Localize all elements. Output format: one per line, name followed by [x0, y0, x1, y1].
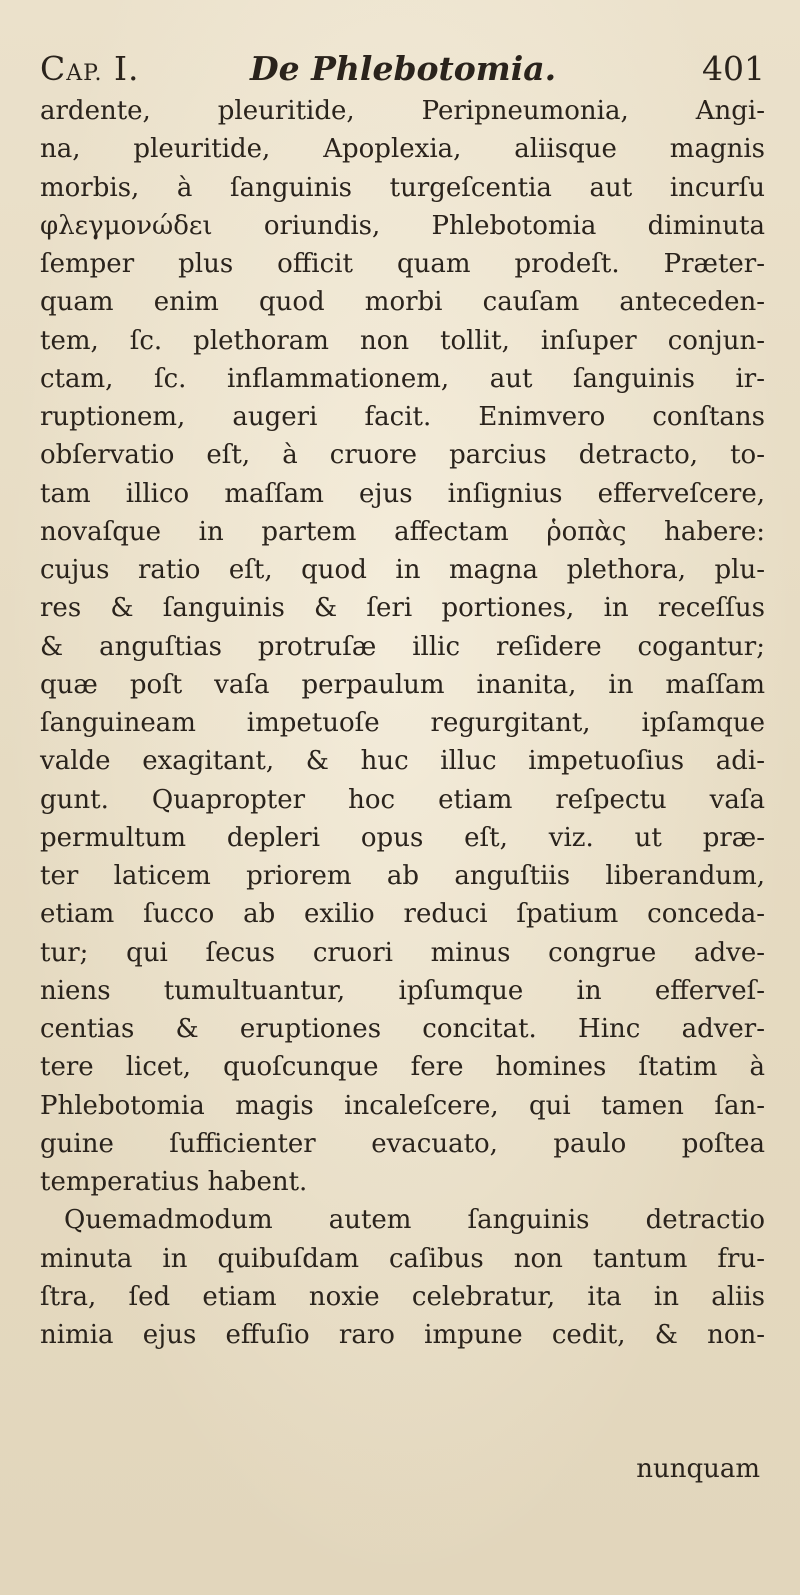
running-title: De Phlebotomia.: [250, 49, 557, 88]
text-line: tem, ſc. plethoram non tollit, inſuper conjun-: [40, 325, 765, 356]
text-line: gunt. Quapropter hoc etiam reſpectu vaſa: [40, 784, 765, 815]
text-line: ſtra, ſed etiam noxie celebratur, ita in aliis: [40, 1281, 765, 1312]
text-line: φλεγμονώδει oriundis, Phlebotomia diminuta: [40, 210, 765, 241]
text-line: ſemper plus officit quam prodeſt. Præter-: [40, 249, 765, 279]
text-line: ctam, ſc. inflammationem, aut ſanguinis ir-: [40, 363, 765, 394]
text-line: niens tumultuantur, ipſumque in efferveſ-: [40, 975, 765, 1006]
text-line: na, pleuritide, Apoplexia, aliisque magnis: [40, 134, 765, 165]
text-line: etiam ſucco ab exilio reduci ſpatium conceda-: [40, 899, 765, 930]
paragraph-start-line: Quemadmodum autem ſanguinis detractio: [64, 1205, 765, 1236]
text-line: quam enim quod morbi cauſam anteceden-: [40, 287, 765, 318]
paragraph-end-line: temperatius habent.: [40, 1167, 308, 1197]
catchword: nunquam: [636, 1454, 760, 1484]
text-line: nimia ejus effuſio raro impune cedit, & non-: [40, 1320, 765, 1350]
text-line: ter laticem priorem ab anguſtiis liberandum,: [40, 861, 765, 891]
text-line: guine ſufficienter evacuato, paulo poſtea: [40, 1128, 765, 1159]
text-line: centias & eruptiones concitat. Hinc adver-: [40, 1014, 765, 1044]
text-line: quæ poſt vaſa perpaulum inanita, in maſſam: [40, 669, 765, 700]
body-text: [40, 92, 765, 1354]
text-line: ardente, pleuritide, Peripneumonia, Angi-: [40, 96, 765, 126]
text-line: & anguſtias protruſæ illic reſidere cogantur;: [40, 631, 765, 662]
text-line: tam illico maſſam ejus inſignius efferveſcere,: [40, 478, 765, 509]
chapter-number: I.: [113, 49, 140, 88]
running-header: [40, 42, 765, 96]
text-line: ruptionem, augeri facit. Enimvero conſtans: [40, 402, 765, 432]
text-line: cujus ratio eſt, quod in magna plethora, plu-: [40, 555, 765, 585]
text-line: morbis, à ſanguinis turgeſcentia aut incurſu: [40, 172, 765, 203]
text-line: tere licet, quoſcunque fere homines ſtatim à: [40, 1052, 765, 1083]
text-line: Phlebotomia magis incaleſcere, qui tamen ſan-: [40, 1090, 765, 1121]
text-line: ſanguineam impetuoſe regurgitant, ipſamque: [40, 708, 765, 738]
text-line: res & ſanguinis & ſeri portiones, in receſſus: [40, 593, 765, 624]
text-line: novaſque in partem affectam ῥοπὰς habere:: [40, 516, 765, 547]
text-line: tur; qui ſecus cruori minus congrue adve-: [40, 937, 765, 968]
page-number: 401: [702, 49, 765, 88]
text-line: permultum depleri opus eſt, viz. ut præ-: [40, 822, 765, 853]
text-line: obſervatio eſt, à cruore parcius detracto, to-: [40, 440, 765, 471]
text-line: valde exagitant, & huc illuc impetuoſius adi-: [40, 746, 765, 777]
chapter-smallcaps: AP.: [66, 61, 103, 86]
text-line: minuta in quibuſdam caſibus non tantum fru-: [40, 1243, 765, 1274]
chapter-prefix: C: [40, 49, 67, 88]
